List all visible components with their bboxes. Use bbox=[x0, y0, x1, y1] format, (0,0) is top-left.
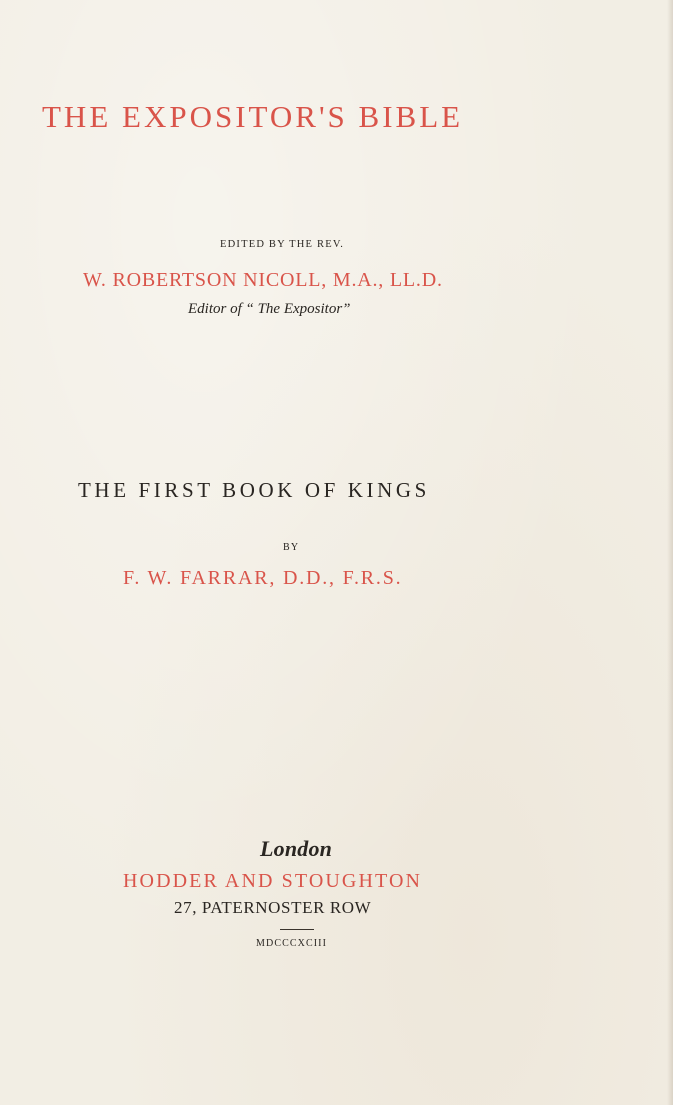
editor-name: W. ROBERTSON NICOLL, M.A., LL.D. bbox=[83, 269, 443, 291]
publication-year: MDCCCXCIII bbox=[256, 938, 328, 949]
publisher-name: HODDER AND STOUGHTON bbox=[123, 870, 423, 892]
edited-by-line: EDITED BY THE REV. bbox=[220, 239, 345, 250]
page-edge-shadow bbox=[667, 0, 673, 1105]
by-line: BY bbox=[283, 542, 300, 553]
author-name: F. W. FARRAR, D.D., F.R.S. bbox=[123, 567, 403, 589]
publication-city: London bbox=[260, 836, 333, 861]
series-title: THE EXPOSITOR'S BIBLE bbox=[42, 99, 464, 134]
editor-role: Editor of “ The Expositor” bbox=[188, 301, 351, 317]
book-title: THE FIRST BOOK OF KINGS bbox=[78, 478, 430, 502]
publisher-address: 27, PATERNOSTER ROW bbox=[174, 898, 372, 917]
divider-rule bbox=[280, 929, 314, 930]
